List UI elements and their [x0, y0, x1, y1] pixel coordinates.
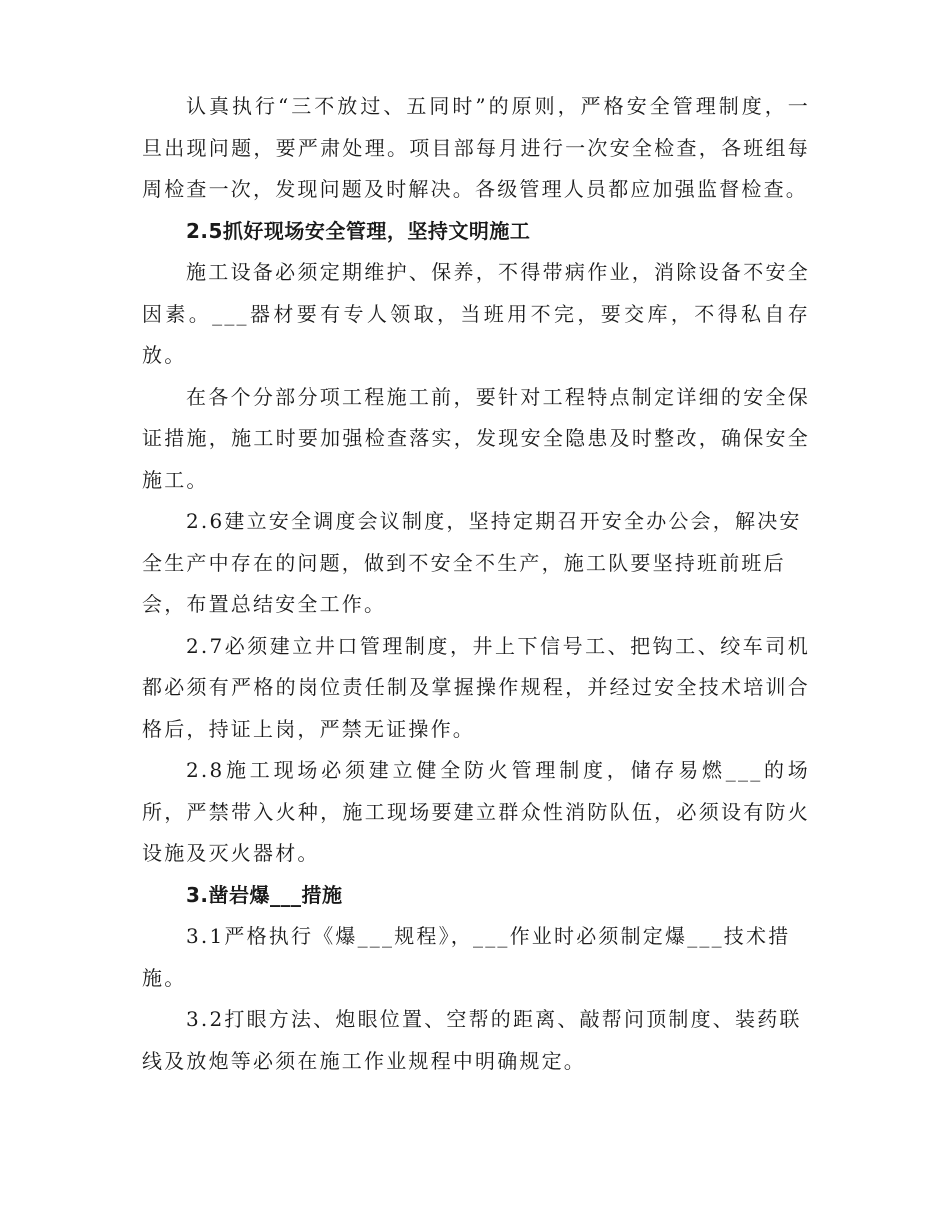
paragraph-safety-measures: 在各个分部分项工程施工前，要针对工程特点制定详细的安全保证措施，施工时要加强检查落实，发现安全隐患及时整改，确保安全施工。	[142, 384, 810, 492]
paragraph-3-1: 3.1严格执行《爆___规程》，___作业时必须制定爆___技术措施。	[142, 924, 791, 990]
paragraph-3-2: 3.2打眼方法、炮眼位置、空帮的距离、敲帮问顶制度、装药联线及放炮等必须在施工作业规程中明确规定。	[142, 1007, 802, 1073]
paragraph-2-6: 2.6建立安全调度会议制度，坚持定期召开安全办公会，解决安全生产中存在的问题，做到不安全不生产，施工队要坚持班前班后会，布置总结安全工作。	[142, 509, 802, 616]
paragraph-safety-principle: 认真执行“三不放过、五同时”的原则，严格安全管理制度，一旦出现问题，要严肃处理。项目部每月进行一次安全检查，各班组每周检查一次，发现问题及时解决。各级管理人员都应加强监督检查。	[142, 94, 810, 201]
paragraph-2-7: 2.7必须建立井口管理制度，井上下信号工、把钩工、绞车司机都必须有严格的岗位责任制及掌握操作规程，并经过安全技术培训合格后，持证上岗，严禁无证操作。	[142, 633, 810, 741]
paragraph-2-8: 2.8施工现场必须建立健全防火管理制度，储存易燃___的场所，严禁带入火种，施工现场要建立群众性消防队伍，必须设有防火设施及灭火器材。	[142, 758, 810, 865]
section-heading-2-5: 2.5抓好现场安全管理，坚持文明施工	[186, 218, 531, 243]
document-body	[142, 86, 810, 1082]
paragraph-equipment-maintenance: 施工设备必须定期维护、保养，不得带病作业，消除设备不安全因素。___器材要有专人领取，当班用不完，要交库，不得私自存放。	[142, 260, 810, 367]
section-heading-3: 3.凿岩爆___措施	[186, 882, 343, 907]
